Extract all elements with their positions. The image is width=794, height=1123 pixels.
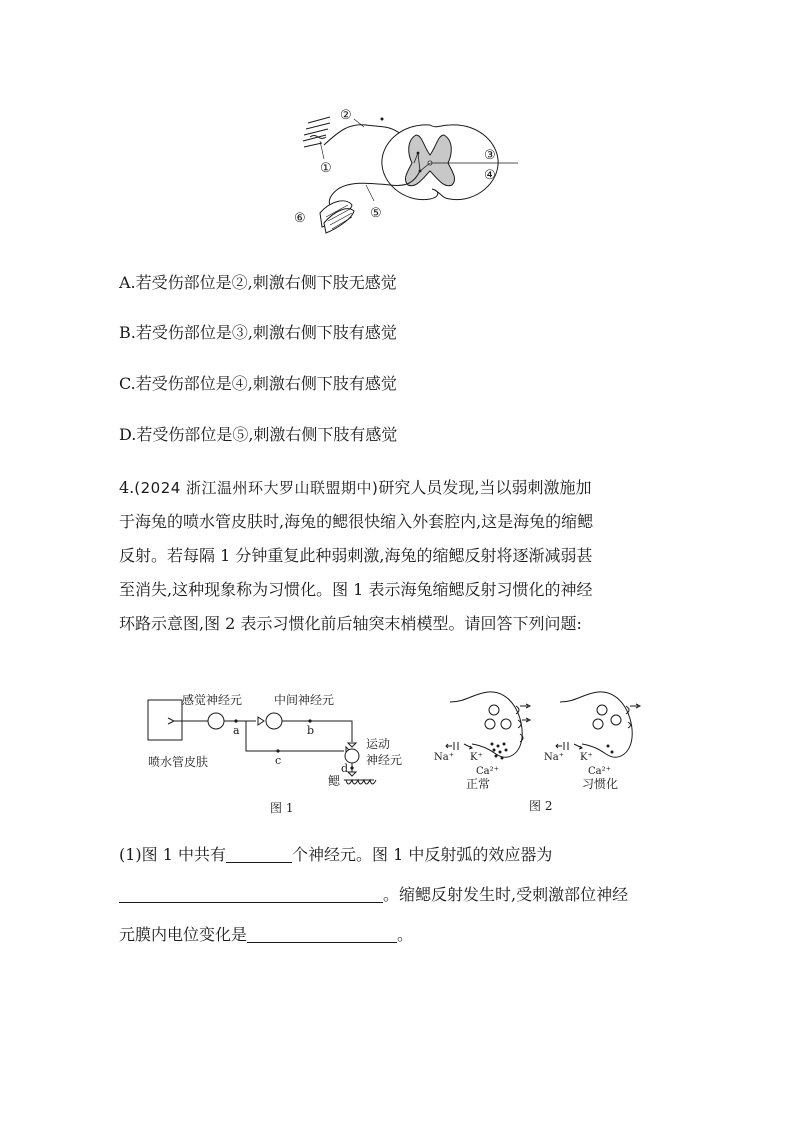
na-label-habituation: Na⁺ [544, 752, 564, 763]
answer-blank-effector[interactable] [119, 884, 383, 903]
label-5: ⑤ [370, 206, 382, 221]
label-3: ③ [484, 148, 496, 163]
option-letter: A. [119, 273, 136, 292]
sensory-neuron-label: 感觉神经元 [182, 693, 243, 707]
option-letter: C. [119, 374, 136, 393]
sensory-neuron-soma [208, 713, 224, 729]
question-line: 至消失,这种现象称为习惯化。图 1 表示海兔缩鳃反射习惯化的神经 [119, 580, 593, 599]
point-c: c [275, 754, 282, 767]
motor-neuron-soma [345, 749, 359, 763]
option-c [119, 374, 397, 394]
question-4 [119, 471, 689, 641]
figure-2-axon-terminals [432, 688, 662, 818]
answer-blank-potential-change[interactable] [247, 924, 397, 943]
question-line: 研究人员发现,当以弱刺激施加 [378, 478, 592, 497]
ca-label-habituation: Ca²⁺ [588, 766, 611, 777]
option-text: 若受伤部位是⑤,刺激右侧下肢有感觉 [136, 425, 398, 444]
option-text: 若受伤部位是②,刺激右侧下肢无感觉 [135, 273, 397, 292]
terminal-habituation [560, 692, 632, 757]
normal-label: 正常 [466, 777, 491, 791]
option-text: 若受伤部位是④,刺激右侧下肢有感觉 [135, 374, 397, 393]
answer-blank-neuron-count[interactable] [226, 844, 292, 863]
spinal-cord-figure [290, 105, 520, 245]
interneuron-soma [266, 713, 282, 729]
point-b: b [307, 724, 315, 737]
label-2: ② [340, 108, 352, 123]
question-line: 于海兔的喷水管皮肤时,海兔的鳃很快缩入外套腔内,这是海兔的缩鳃 [119, 512, 594, 531]
option-text: 若受伤部位是③,刺激右侧下肢有感觉 [135, 323, 397, 342]
k-label-habituation: K⁺ [580, 752, 593, 763]
option-letter: B. [119, 323, 136, 342]
label-1: ① [320, 161, 332, 176]
figure-1-neural-circuit [138, 690, 418, 820]
subq-text: 。 [397, 925, 414, 944]
subq-text: 元膜内电位变化是 [119, 925, 248, 944]
question-line: 环路示意图,图 2 表示习惯化前后轴突末梢模型。请回答下列问题: [119, 614, 582, 633]
figure-1-caption: 图 1 [270, 801, 294, 815]
k-label-normal: K⁺ [470, 752, 483, 763]
subq-text: 个神经元。图 1 中反射弧的效应器为 [292, 845, 553, 864]
label-6: ⑥ [294, 211, 306, 226]
question-line: 反射。若每隔 1 分钟重复此种弱刺激,海兔的缩鳃反射将逐渐减弱甚 [119, 546, 593, 565]
label-4: ④ [484, 168, 496, 183]
gill-icon [344, 780, 376, 784]
question-number: 4. [119, 478, 135, 497]
point-a: a [233, 724, 240, 737]
motor-neuron-label-2: 神经元 [366, 753, 403, 767]
option-letter: D. [119, 425, 137, 444]
habituation-label: 习惯化 [582, 777, 619, 791]
skin-label: 喷水管皮肤 [148, 755, 209, 769]
gill-label: 鳃 [328, 774, 341, 788]
option-b [119, 323, 397, 343]
question-source: (2024 浙江温州环大罗山联盟期中) [134, 479, 379, 497]
skin-receptor-icon [303, 117, 330, 147]
subquestion-1 [119, 838, 689, 952]
subq-text: 。缩鳃反射发生时,受刺激部位神经 [383, 885, 629, 904]
siphon-skin-box [148, 700, 182, 740]
figure-2-caption: 图 2 [529, 799, 553, 813]
option-d [119, 425, 397, 445]
interneuron-label: 中间神经元 [274, 693, 335, 707]
motor-neuron-label-1: 运动 [366, 737, 391, 751]
point-d: d [341, 762, 349, 775]
na-label-normal: Na⁺ [434, 752, 454, 763]
subq-text: (1)图 1 中共有 [119, 845, 227, 864]
option-a [119, 273, 397, 293]
ca-label-normal: Ca²⁺ [476, 766, 499, 777]
muscle-icon [320, 201, 354, 233]
